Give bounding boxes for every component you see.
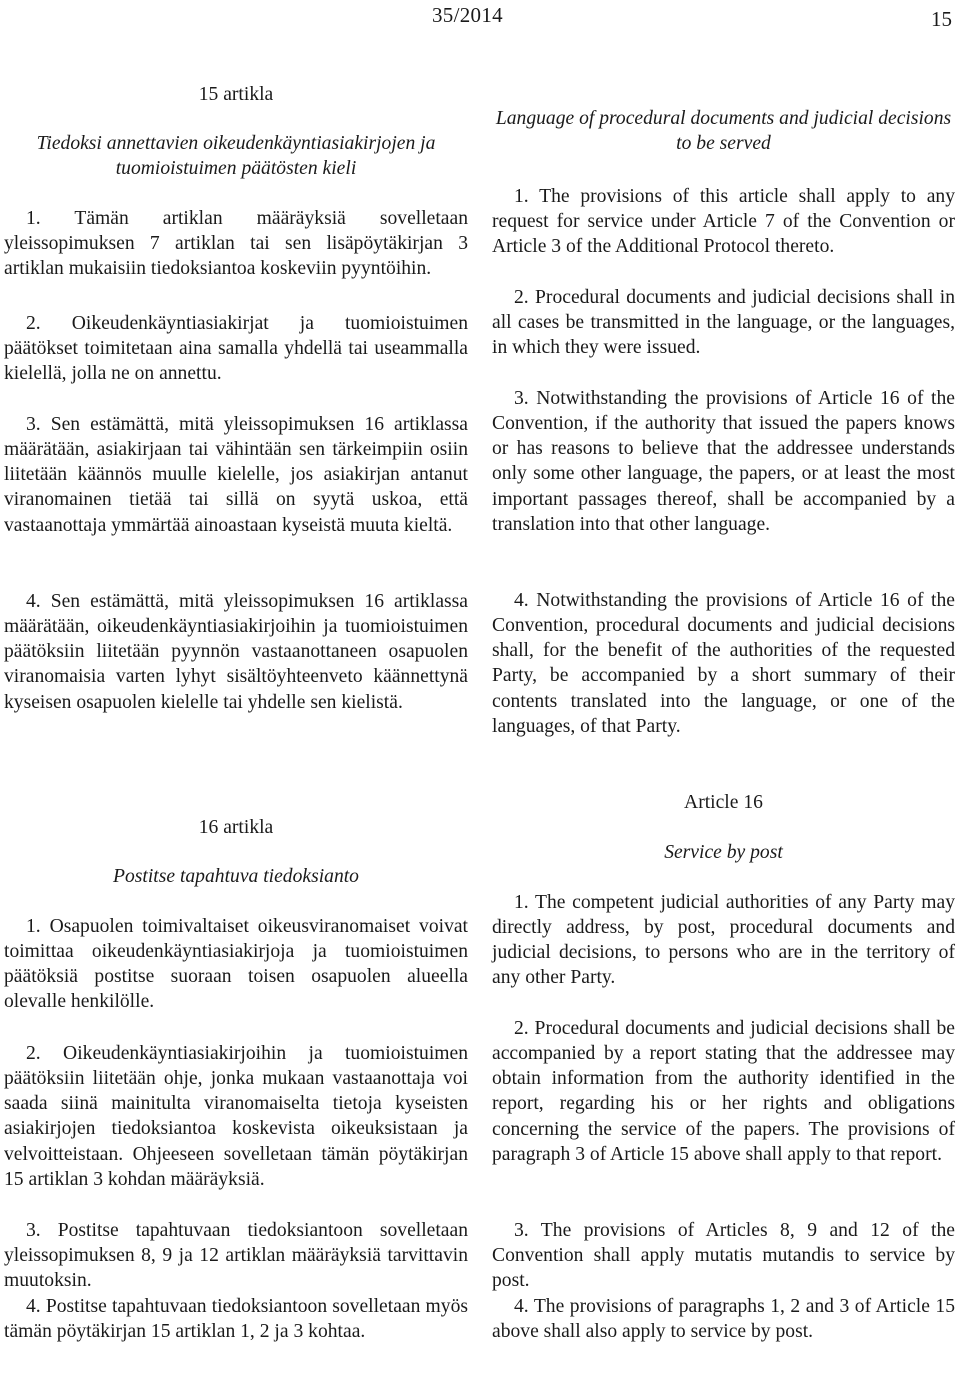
- page-header: [0, 0, 960, 40]
- article-15-para-2-en: 2. Procedural documents and judicial decisions shall in all cases be transmitted in the language, or the languages, in which they were issued.: [492, 287, 955, 359]
- article-15-para-1-fi: 1. Tämän artiklan määräyksiä sovelletaan yleissopimuksen 7 artiklan tai sen lisäpöytäkirjan 3 artiklan mukaisiin tiedoksiantoa koskeviin pyyntöihin.: [4, 208, 468, 280]
- article-16-para-1-en: 1. The competent judicial authorities of any Party may directly address, by post, procedural documents and judicial decisions, to persons who are in the territory of any other Party.: [492, 892, 955, 989]
- article-15-heading-en: Language of procedural documents and judicial decisions to be served: [495, 108, 952, 154]
- article-15-para-3-en: 3. Notwithstanding the provisions of Article 16 of the Convention, if the authority that issued the papers knows or has reasons to believe that the addressee understands only some other language, the papers, or at least the most important passages thereof, shall be accompanied by a translation into that other language.: [492, 388, 955, 535]
- article-15-para-2-fi: 2. Oikeudenkäyntiasiakirjat ja tuomioistuimen päätökset toimitetaan aina samalla yhdellä tai useammalla kielellä, jolla ne on annettu.: [4, 313, 468, 385]
- article-16-para-2-en: 2. Procedural documents and judicial decisions shall be accompanied by a report stating that the addressee may obtain information from the authority identified in the report, regarding his or her rights and obligations concerning the service of the papers. The provisions of paragraph 3 of Article 15 above shall apply to that report.: [492, 1018, 955, 1165]
- article-16-title-en: Article 16: [684, 792, 763, 813]
- article-15-title-fi: 15 artikla: [198, 84, 274, 105]
- article-16-heading-en: Service by post: [664, 842, 783, 863]
- issue-number: 35/2014: [432, 3, 503, 27]
- article-16-para-4-fi: 4. Postitse tapahtuvaan tiedoksiantoon sovelletaan myös tämän pöytäkirjan 15 artiklan 1, 2 ja 3 kohtaa.: [4, 1296, 468, 1343]
- article-16-heading-fi: Postitse tapahtuva tiedoksianto: [113, 866, 359, 887]
- article-16-para-3-en: 3. The provisions of Articles 8, 9 and 12 of the Convention shall apply mutatis mutandis to service by post.: [492, 1220, 955, 1292]
- article-16-para-1-fi: 1. Osapuolen toimivaltaiset oikeusviranomaiset voivat toimittaa oikeudenkäyntiasiakirjoja ja tuomioistuimen päätöksiä postitse suoraan toisen osapuolen alueella olevalle henkilölle.: [4, 916, 468, 1013]
- article-15-heading-fi: Tiedoksi annettavien oikeudenkäyntiasiakirjojen ja tuomioistuimen päätösten kieli: [36, 133, 436, 179]
- article-16-para-2-fi: 2. Oikeudenkäyntiasiakirjoihin ja tuomioistuimen päätöksiin liitetään ohje, jonka mukaan vastaanottaja voi saada siinä mainitulta viranomaiselta tietoja kyseisten asiakirjojen tiedoksiantoa koskevista oikeuksistaan ja velvoitteistaan. Ohjeeseen sovelletaan tämän pöytäkirjan 15 artiklan 3 kohdan määräyksiä.: [4, 1043, 468, 1190]
- article-16-title-fi: 16 artikla: [198, 817, 274, 838]
- article-16-para-4-en: 4. The provisions of paragraphs 1, 2 and 3 of Article 15 above shall also apply to service by post.: [492, 1296, 955, 1343]
- article-15-para-4-en: 4. Notwithstanding the provisions of Article 16 of the Convention, procedural documents and judicial decisions shall, for the benefit of the authorities of the requested Party, be accompanied by a short summary of their contents translated into the language, or one of the languages, of that Party.: [492, 590, 955, 737]
- article-15-para-4-fi: 4. Sen estämättä, mitä yleissopimuksen 16 artiklassa määrätään, oikeudenkäyntiasiakirjoihin ja tuomioistuimen päätöksiin liitetään pyynnön vastaanottaneen osapuolen viranomaisia varten lyhyt sisältöyhteenveto käännettynä kyseisen osapuolen kielelle tai yhdelle sen kielistä.: [4, 591, 468, 713]
- article-15-para-1-en: 1. The provisions of this article shall apply to any request for service under Article 7 of the Convention or Article 3 of the Additional Protocol thereto.: [492, 186, 955, 258]
- article-16-para-3-fi: 3. Postitse tapahtuvaan tiedoksiantoon sovelletaan yleissopimuksen 8, 9 ja 12 artiklan määräyksiä tarvittavin muutoksin.: [4, 1220, 468, 1292]
- article-15-para-3-fi: 3. Sen estämättä, mitä yleissopimuksen 16 artiklassa määrätään, asiakirjaan tai vähintään sen tärkeimpiin osiin liitetään käännös muulle kielelle, jos asiakirjan antanut viranomainen tietää tai sillä on syytä uskoa, että vastaanottaja ymmärtää ainoastaan kyseistä muuta kieltä.: [4, 414, 468, 536]
- page-number: 15: [931, 7, 952, 31]
